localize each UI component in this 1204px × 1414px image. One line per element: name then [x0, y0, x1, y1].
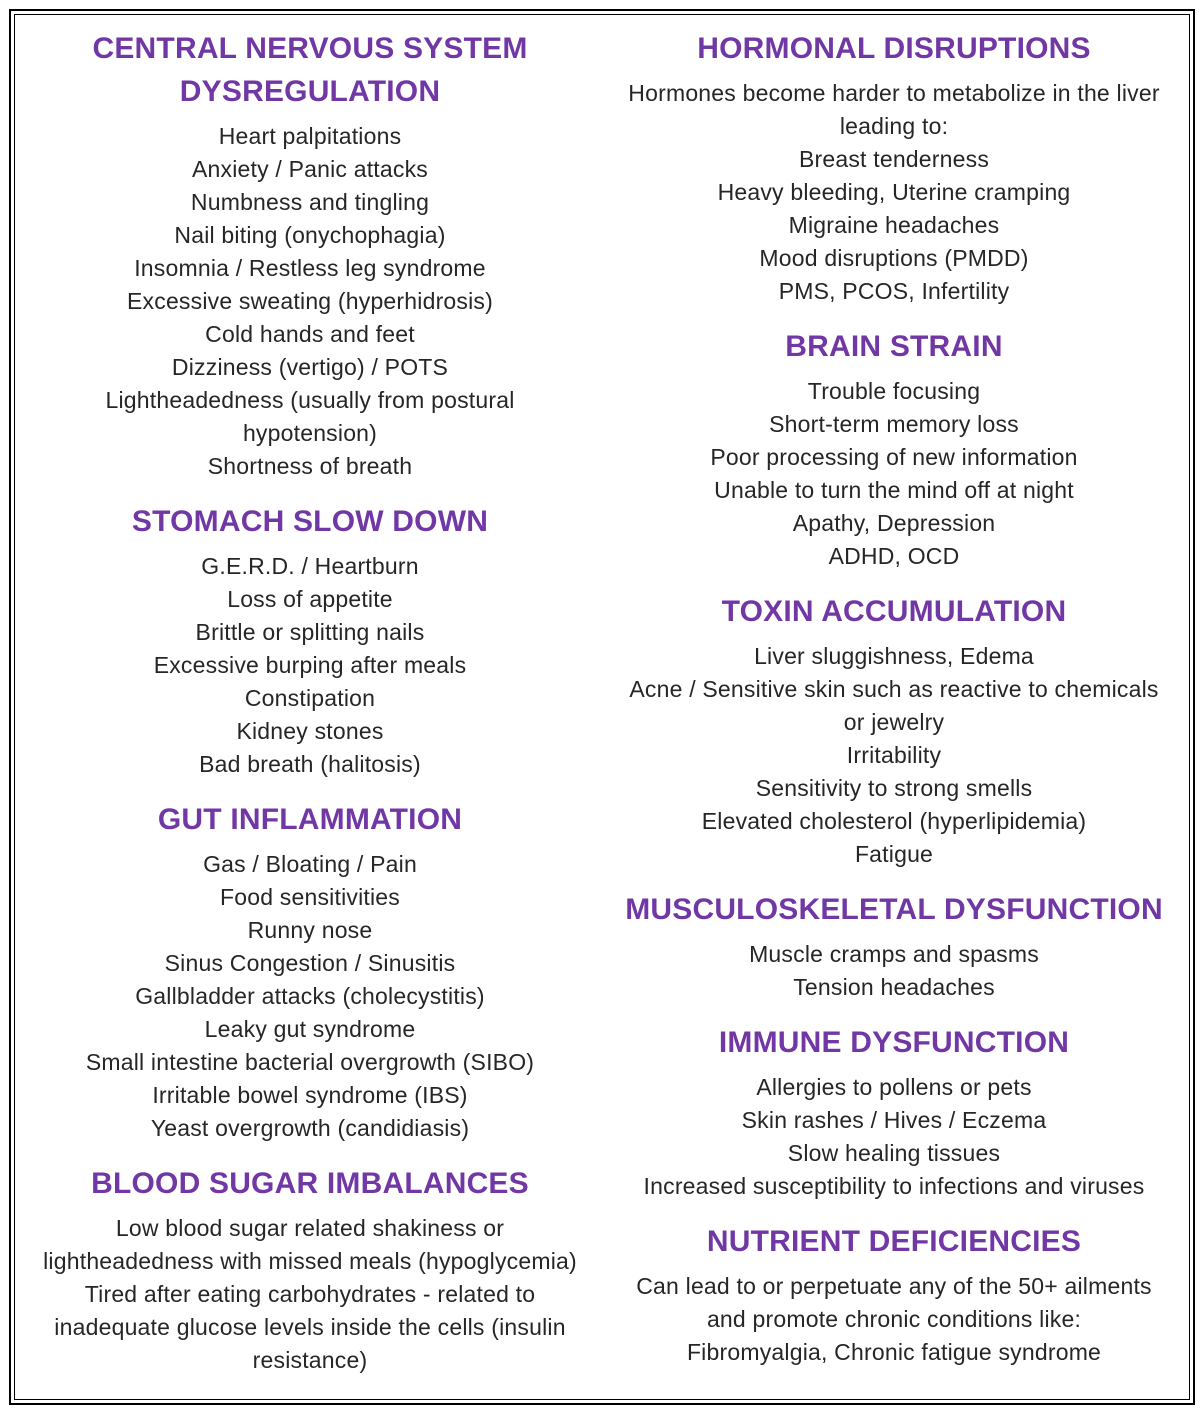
- symptom-list: [37, 550, 583, 781]
- section-brain-strain: [621, 325, 1167, 573]
- symptom-item: Acne / Sensitive skin such as reactive to chemicals or jewelry: [629, 676, 1159, 735]
- symptom-item: Mood disruptions (PMDD): [759, 245, 1029, 271]
- section-title: CENTRAL NERVOUS SYSTEM DYSREGULATION: [92, 32, 528, 108]
- symptom-item: Bad breath (halitosis): [199, 751, 421, 777]
- symptom-item: Hormones become harder to metabolize in the liver leading to:: [628, 80, 1160, 139]
- symptom-item: Muscle cramps and spasms: [749, 941, 1039, 967]
- section-title: NUTRIENT DEFICIENCIES: [706, 1225, 1082, 1258]
- symptom-item: Shortness of breath: [207, 453, 413, 479]
- right-column: [621, 27, 1167, 1377]
- section-title: HORMONAL DISRUPTIONS: [697, 32, 1091, 65]
- section-title: GUT INFLAMMATION: [157, 803, 463, 836]
- section-hormonal-disruptions: [621, 27, 1167, 308]
- symptom-item: Loss of appetite: [227, 586, 393, 612]
- symptom-item: Food sensitivities: [219, 884, 400, 910]
- symptom-item: Irritability: [846, 742, 942, 768]
- section-nutrient-deficiencies: [621, 1220, 1167, 1369]
- symptom-item: Tension headaches: [793, 974, 995, 1000]
- symptom-item: Heavy bleeding, Uterine cramping: [717, 179, 1071, 205]
- section-title: BRAIN STRAIN: [785, 330, 1003, 363]
- section-title: MUSCULOSKELETAL DYSFUNCTION: [625, 893, 1163, 926]
- section-blood-sugar-imbalances: [37, 1162, 583, 1377]
- symptom-item: G.E.R.D. / Heartburn: [201, 553, 419, 579]
- symptom-item: Irritable bowel syndrome (IBS): [152, 1082, 468, 1108]
- section-title: BLOOD SUGAR IMBALANCES: [91, 1167, 529, 1200]
- symptom-list: [37, 848, 583, 1145]
- symptom-list: [621, 77, 1167, 308]
- symptom-item: Brittle or splitting nails: [195, 619, 425, 645]
- section-immune-dysfunction: [621, 1021, 1167, 1203]
- symptom-item: Insomnia / Restless leg syndrome: [134, 255, 486, 281]
- symptom-item: Liver sluggishness, Edema: [754, 643, 1034, 669]
- page-frame-inner: [14, 14, 1190, 1400]
- symptom-item: PMS, PCOS, Infertility: [778, 278, 1010, 304]
- symptom-item: Excessive sweating (hyperhidrosis): [127, 288, 493, 314]
- symptom-item: Unable to turn the mind off at night: [714, 477, 1074, 503]
- symptom-item: Can lead to or perpetuate any of the 50+ ailments and promote chronic conditions like:: [636, 1273, 1152, 1332]
- symptom-item: Migraine headaches: [788, 212, 1000, 238]
- symptom-list: [37, 1212, 583, 1377]
- symptom-item: Tired after eating carbohydrates - related to inadequate glucose levels inside the cells (insulin resistance): [54, 1281, 566, 1373]
- section-toxin-accumulation: [621, 590, 1167, 871]
- symptom-item: Lightheadedness (usually from postural hypotension): [105, 387, 515, 446]
- symptom-item: ADHD, OCD: [828, 543, 960, 569]
- symptom-item: Increased susceptibility to infections and viruses: [643, 1173, 1145, 1199]
- section-gut-inflammation: [37, 798, 583, 1145]
- symptom-item: Kidney stones: [236, 718, 384, 744]
- symptom-item: Yeast overgrowth (candidiasis): [150, 1115, 470, 1141]
- symptom-item: Short-term memory loss: [769, 411, 1019, 437]
- section-musculoskeletal-dysfunction: [621, 888, 1167, 1004]
- symptom-list: [621, 1270, 1167, 1369]
- symptom-list: [621, 375, 1167, 573]
- left-column: [37, 27, 583, 1377]
- symptom-item: Gas / Bloating / Pain: [203, 851, 417, 877]
- symptom-item: Dizziness (vertigo) / POTS: [171, 354, 449, 380]
- symptom-item: Nail biting (onychophagia): [174, 222, 446, 248]
- section-title: STOMACH SLOW DOWN: [131, 505, 489, 538]
- symptom-item: Poor processing of new information: [710, 444, 1078, 470]
- symptom-item: Excessive burping after meals: [153, 652, 467, 678]
- symptom-item: Runny nose: [247, 917, 373, 943]
- symptom-item: Breast tenderness: [798, 146, 990, 172]
- symptom-item: Low blood sugar related shakiness or lightheadedness with missed meals (hypoglycemia): [43, 1215, 577, 1274]
- symptom-item: Numbness and tingling: [190, 189, 430, 215]
- symptom-item: Heart palpitations: [218, 123, 402, 149]
- symptom-list: [621, 640, 1167, 871]
- symptom-item: Slow healing tissues: [787, 1140, 1001, 1166]
- symptom-item: Fatigue: [854, 841, 934, 867]
- symptom-item: Constipation: [244, 685, 376, 711]
- symptom-item: Skin rashes / Hives / Eczema: [741, 1107, 1047, 1133]
- section-title: TOXIN ACCUMULATION: [721, 595, 1067, 628]
- symptom-sheet: [15, 15, 1189, 1387]
- symptom-item: Small intestine bacterial overgrowth (SIBO): [85, 1049, 535, 1075]
- section-central-nervous-system-dysregulation: [37, 27, 583, 483]
- symptom-item: Elevated cholesterol (hyperlipidemia): [701, 808, 1087, 834]
- symptom-item: Sensitivity to strong smells: [755, 775, 1033, 801]
- symptom-list: [621, 1071, 1167, 1203]
- symptom-item: Apathy, Depression: [792, 510, 996, 536]
- symptom-item: Sinus Congestion / Sinusitis: [164, 950, 456, 976]
- section-title: IMMUNE DYSFUNCTION: [718, 1026, 1070, 1059]
- symptom-item: Trouble focusing: [807, 378, 981, 404]
- symptom-item: Anxiety / Panic attacks: [192, 156, 428, 182]
- section-stomach-slow-down: [37, 500, 583, 781]
- symptom-item: Cold hands and feet: [205, 321, 415, 347]
- symptom-item: Gallbladder attacks (cholecystitis): [135, 983, 485, 1009]
- symptom-item: Fibromyalgia, Chronic fatigue syndrome: [686, 1339, 1102, 1365]
- page-frame: [9, 9, 1195, 1405]
- symptom-list: [37, 120, 583, 483]
- symptom-list: [621, 938, 1167, 1004]
- symptom-item: Allergies to pollens or pets: [756, 1074, 1032, 1100]
- symptom-item: Leaky gut syndrome: [204, 1016, 416, 1042]
